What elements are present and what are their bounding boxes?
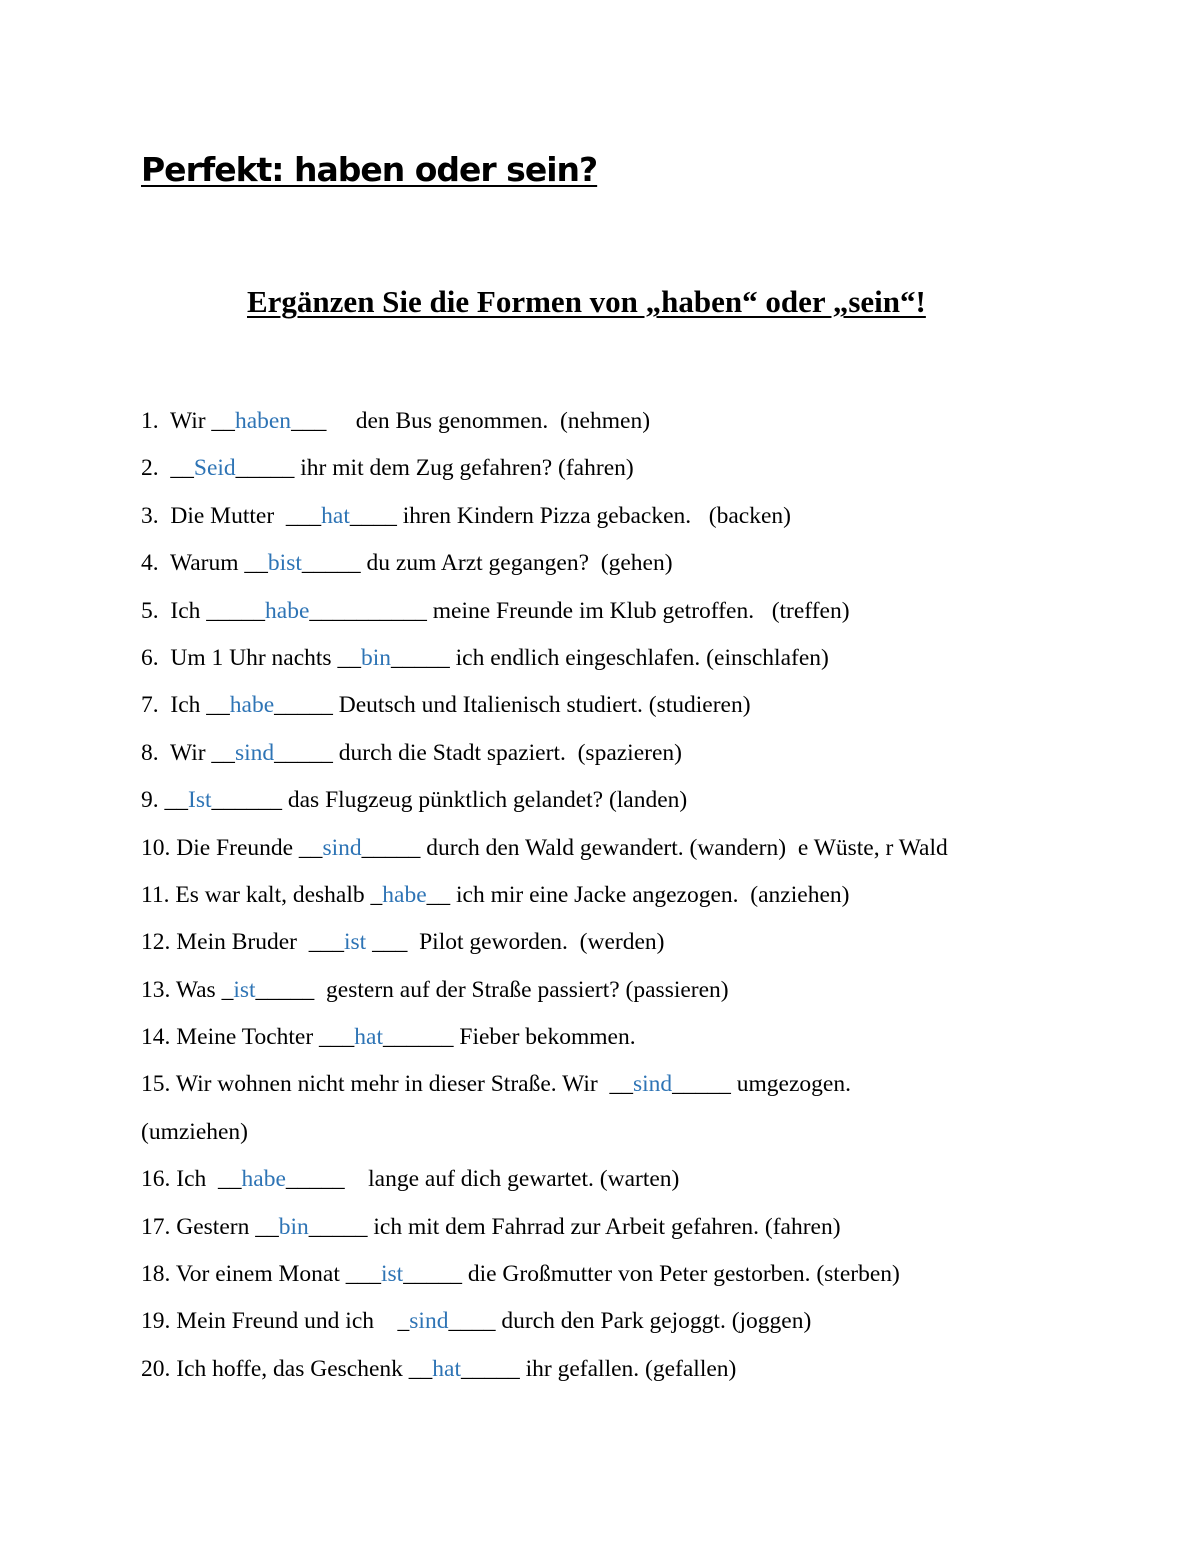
answer-text: haben (234, 408, 292, 434)
worksheet-title: Perfekt: haben oder sein? (141, 150, 598, 189)
exercise-number: 5. (141, 597, 171, 624)
sentence-start: Mein Freund und ich _ (176, 1308, 410, 1335)
answer-text: bist (267, 550, 302, 577)
exercise-item-14 (141, 1014, 1186, 1061)
exercise-number: 4. (141, 550, 170, 577)
sentence-start: __ (170, 455, 194, 482)
sentence-start: Vor einem Monat ___ (175, 1261, 381, 1288)
exercise-number: 17. (141, 1213, 177, 1240)
sentence-start: Warum __ (169, 550, 268, 577)
sentence-end: _____ ihr gefallen. (gefallen) (461, 1355, 737, 1382)
exercise-item-10 (141, 825, 1186, 872)
exercise-item-15 (141, 1061, 1186, 1108)
answer-text: habe (382, 881, 427, 908)
sentence-start: Ich _____ (170, 597, 266, 624)
sentence-end: _____ Deutsch und Italienisch studiert. (studieren) (274, 692, 751, 719)
sentence-end: ____ durch den Park gejoggt. (joggen) (448, 1308, 812, 1335)
sentence-start: Es war kalt, deshalb _ (175, 881, 383, 908)
exercise-item-7 (141, 682, 1186, 729)
exercise-item-3 (141, 493, 1186, 540)
exercise-item-13 (141, 967, 1186, 1014)
sentence-start: Die Freunde __ (176, 834, 323, 861)
answer-text: hat (354, 1024, 384, 1051)
answer-text: ist (344, 929, 367, 956)
exercise-number: 20. (141, 1355, 177, 1382)
sentence-start: __ (164, 787, 188, 814)
exercise-item-11 (141, 872, 1186, 919)
exercise-number: 11. (141, 881, 176, 908)
sentence-end: _____ umgezogen. (672, 1071, 851, 1098)
sentence-start: (umziehen) (141, 1118, 249, 1145)
sentence-end: _____ lange auf dich gewartet. (warten) (285, 1166, 680, 1193)
exercise-number: 6. (141, 644, 171, 671)
exercise-item-15-continuation (141, 1109, 1186, 1156)
exercise-number: 8. (141, 739, 170, 766)
exercise-number: 19. (141, 1308, 177, 1335)
answer-text: Ist (188, 787, 212, 814)
sentence-end: _____ ihr mit dem Zug gefahren? (fahren) (235, 455, 634, 482)
answer-text: bin (278, 1213, 309, 1240)
sentence-end: ____ ihren Kindern Pizza gebacken. (backen) (349, 502, 791, 529)
sentence-end: __________ meine Freunde im Klub getroffen. (treffen) (309, 597, 850, 624)
answer-text: habe (265, 597, 310, 624)
answer-text: sind (409, 1308, 449, 1335)
exercise-number: 3. (141, 502, 171, 529)
exercise-number: 13. (141, 976, 176, 1003)
sentence-start: Um 1 Uhr nachts __ (170, 644, 361, 671)
exercise-number: 16. (141, 1166, 177, 1193)
sentence-start: Gestern __ (176, 1213, 279, 1240)
sentence-start: Wir __ (169, 739, 235, 766)
sentence-start: Mein Bruder ___ (176, 929, 344, 956)
sentence-end: __ ich mir eine Jacke angezogen. (anziehen) (426, 881, 850, 908)
answer-text: hat (321, 502, 350, 529)
exercise-item-20 (141, 1346, 1186, 1393)
exercise-number: 12. (141, 929, 177, 956)
sentence-end: _____ die Großmutter von Peter gestorben. (sterben) (403, 1261, 900, 1288)
exercise-item-2 (141, 445, 1186, 492)
answer-text: ist (233, 976, 256, 1003)
exercise-number: 18. (141, 1261, 176, 1288)
sentence-end: _____ durch die Stadt spaziert. (spazieren) (274, 739, 682, 766)
sentence-end: ___ Pilot geworden. (werden) (366, 929, 665, 956)
exercise-number: 2. (141, 455, 171, 482)
answer-text: sind (322, 834, 362, 861)
answer-text: habe (241, 1166, 286, 1193)
sentence-start: Was _ (175, 976, 234, 1003)
answer-text: Seid (193, 455, 236, 482)
sentence-start: Ich __ (176, 1166, 242, 1193)
sentence-start: Die Mutter ___ (170, 502, 322, 529)
exercise-item-1 (141, 398, 1186, 445)
sentence-end: ______ Fieber bekommen. (383, 1024, 636, 1051)
answer-text: hat (432, 1355, 461, 1382)
exercise-item-12 (141, 919, 1186, 966)
exercise-number: 9. (141, 787, 165, 814)
exercise-item-5 (141, 588, 1186, 635)
sentence-end: _____ durch den Wald gewandert. (wandern) e Wüste, r Wald (361, 834, 948, 861)
exercise-number: 10. (141, 834, 177, 861)
sentence-start: Ich __ (170, 692, 230, 719)
exercise-item-19 (141, 1298, 1186, 1345)
exercise-number: 7. (141, 692, 171, 719)
sentence-start: Ich hoffe, das Geschenk __ (176, 1355, 433, 1382)
answer-text: habe (229, 692, 275, 719)
answer-text: sind (234, 739, 275, 766)
exercise-item-9 (141, 777, 1186, 824)
sentence-start: Wir wohnen nicht mehr in dieser Straße. Wir __ (175, 1071, 633, 1098)
sentence-end: ___ den Bus genommen. (nehmen) (291, 408, 651, 434)
exercise-instruction: Ergänzen Sie die Formen von „haben“ oder „sein“! (247, 284, 926, 319)
exercise-item-8 (141, 730, 1186, 777)
exercise-item-6 (141, 635, 1186, 682)
sentence-end: _____ ich mit dem Fahrrad zur Arbeit gefahren. (fahren) (308, 1213, 841, 1240)
answer-text: bin (360, 644, 391, 671)
exercise-item-17 (141, 1204, 1186, 1251)
sentence-end: _____ du zum Arzt gegangen? (gehen) (301, 550, 673, 577)
sentence-end: _____ ich endlich eingeschlafen. (einschlafen) (391, 644, 829, 671)
sentence-start: Meine Tochter ___ (176, 1024, 355, 1051)
exercise-number: 14. (141, 1024, 177, 1051)
exercise-list (141, 398, 1186, 1393)
exercise-item-16 (141, 1156, 1186, 1203)
exercise-item-18 (141, 1251, 1186, 1298)
sentence-end: ______ das Flugzeug pünktlich gelandet? (landen) (211, 787, 688, 814)
answer-text: sind (632, 1071, 673, 1098)
exercise-number: 1. (141, 408, 170, 434)
answer-text: ist (381, 1261, 404, 1288)
sentence-start: Wir __ (169, 408, 235, 434)
sentence-end: _____ gestern auf der Straße passiert? (passieren) (255, 976, 729, 1003)
exercise-item-4 (141, 540, 1186, 587)
exercise-number: 15. (141, 1071, 176, 1098)
